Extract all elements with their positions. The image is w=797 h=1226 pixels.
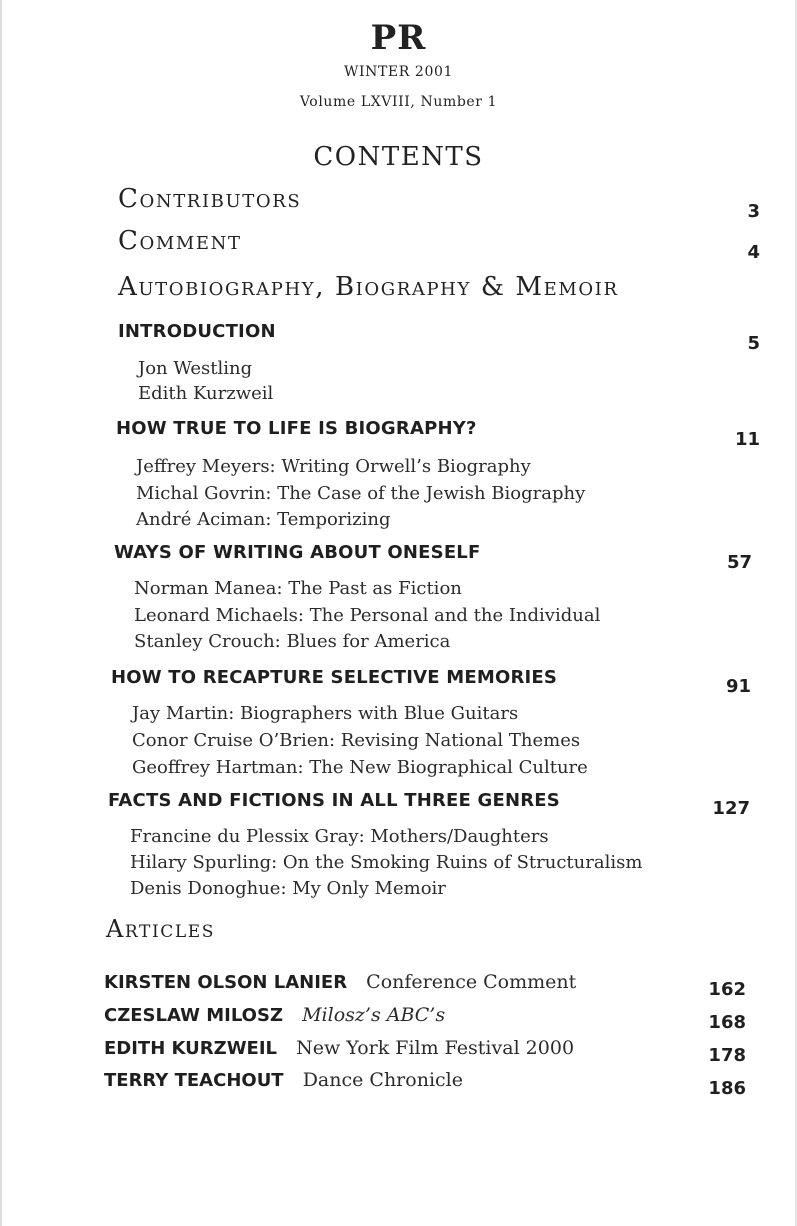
page-number-facts-fictions: 127 (712, 798, 750, 819)
left-page-edge (0, 0, 2, 1226)
section-heading-facts-fictions: FACTS AND FICTIONS IN ALL THREE GENRES (108, 790, 560, 811)
page-number-writing-oneself: 57 (726, 552, 752, 573)
article-page-number: 178 (708, 1045, 746, 1066)
list-item: Jay Martin: Biographers with Blue Guitars (132, 703, 519, 724)
journal-title: PR (370, 18, 427, 58)
list-item: Geoffrey Hartman: The New Biographical Culture (132, 757, 588, 778)
page-number-biography-truth: 11 (734, 429, 760, 450)
list-item: Jeffrey Meyers: Writing Orwell’s Biography (136, 456, 531, 477)
article-author: KIRSTEN OLSON LANIER (104, 972, 348, 993)
article-page-number: 168 (708, 1012, 746, 1033)
article-page-number: 162 (708, 979, 746, 1000)
list-item: Michal Govrin: The Case of the Jewish Biography (136, 483, 586, 504)
article-author: TERRY TEACHOUT (104, 1070, 284, 1091)
list-item: Conor Cruise O’Brien: Revising National Themes (132, 730, 581, 751)
page-number-contributors: 3 (747, 201, 760, 222)
article-author: EDITH KURZWEIL (104, 1038, 278, 1059)
article-title: Milosz’s ABC’s (302, 1004, 446, 1026)
table-row (104, 1069, 463, 1091)
table-row (104, 1004, 445, 1026)
list-item: Francine du Plessix Gray: Mothers/Daughters (130, 826, 549, 847)
list-item: André Aciman: Temporizing (136, 509, 391, 530)
list-item: Leonard Michaels: The Personal and the Individual (134, 605, 601, 626)
article-title: New York Film Festival 2000 (296, 1037, 575, 1059)
article-author: CZESLAW MILOSZ (104, 1005, 283, 1026)
page-number-selective-memories: 91 (725, 676, 751, 697)
table-row (104, 971, 576, 993)
section-heading-introduction: INTRODUCTION (118, 321, 276, 342)
section-heading-selective-memories: HOW TO RECAPTURE SELECTIVE MEMORIES (111, 667, 558, 688)
contents-heading: CONTENTS (313, 142, 484, 172)
list-item: Denis Donoghue: My Only Memoir (130, 878, 446, 899)
section-heading-biography-truth: HOW TRUE TO LIFE IS BIOGRAPHY? (116, 418, 477, 439)
top-section-autobiography: Autobiography, Biography & Memoir (118, 272, 619, 302)
article-title: Conference Comment (366, 971, 577, 993)
page-number-introduction: 5 (747, 333, 760, 354)
top-section-comment: Comment (118, 226, 242, 256)
list-item: Norman Manea: The Past as Fiction (134, 578, 462, 599)
page-number-comment: 4 (747, 242, 760, 263)
article-title: Dance Chronicle (302, 1069, 463, 1091)
list-item: Hilary Spurling: On the Smoking Ruins of Structuralism (130, 852, 643, 873)
list-item: Stanley Crouch: Blues for America (134, 631, 451, 652)
list-item: Edith Kurzweil (138, 383, 274, 404)
articles-heading: Articles (106, 915, 216, 943)
top-section-contributors: Contributors (118, 184, 302, 214)
article-page-number: 186 (708, 1078, 746, 1099)
issue-season: WINTER 2001 (344, 64, 453, 80)
list-item: Jon Westling (138, 358, 253, 379)
issue-volume: Volume LXVIII, Number 1 (299, 94, 498, 110)
table-row (104, 1037, 574, 1059)
section-heading-writing-oneself: WAYS OF WRITING ABOUT ONESELF (114, 542, 481, 563)
